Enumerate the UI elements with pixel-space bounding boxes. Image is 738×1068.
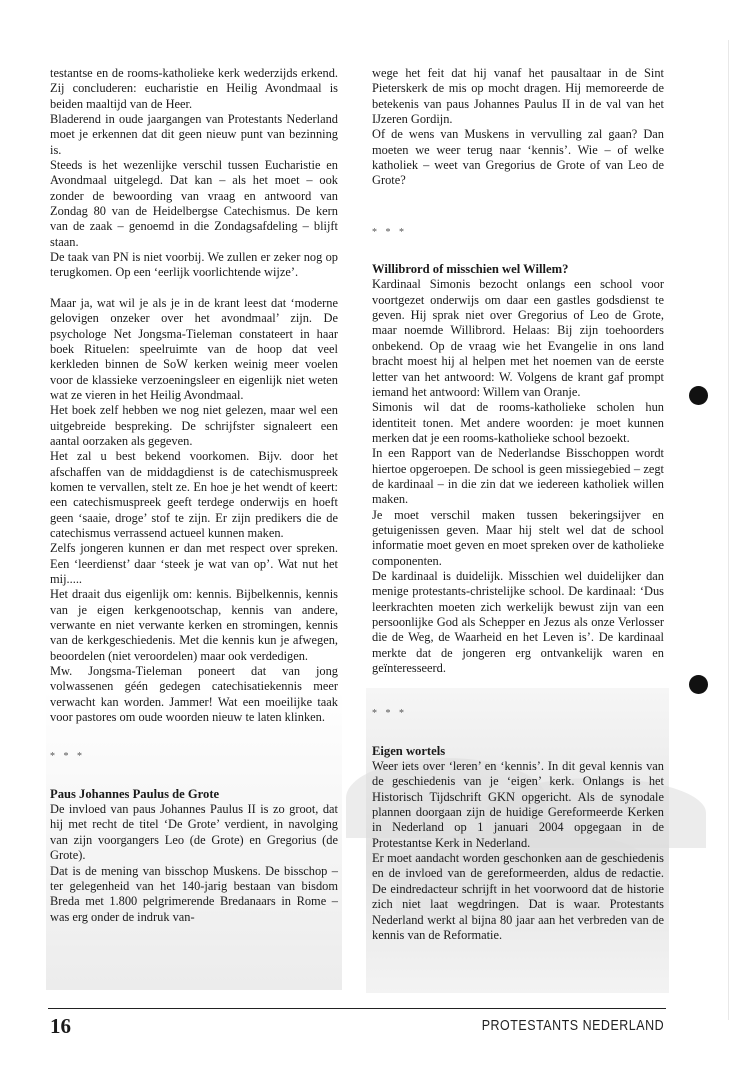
page-number: 16 [50,1014,71,1038]
section-divider: * * * [372,226,407,238]
section-divider: * * * [372,708,407,720]
paragraph: Mw. Jongsma-Tieleman poneert dat van jong volwassenen géén gedegen catechisatiekennis meer verwacht kan worden. Jammer! Wat een moeilijke taak voor pastores om oude woorden nieuw te laten klinken. [50,664,338,725]
section-divider: * * * [50,751,85,763]
paragraph: Steeds is het wezenlijke verschil tussen Eucharistie en Avondmaal uitgelegd. Dat kan – als het moet – ook zonder de bewoording van vraag en antwoord van Zondag 80 van de Heidelbergse Catechismus. De kern van de zaak – genoemd in die Zondagsafdeling – blijft staan. [50,158,338,249]
paragraph: Maar ja, wat wil je als je in de krant leest dat ‘moderne gelovigen onzeker over het avondmaal’ zijn. De psychologe Net Jongsma-Tieleman constateert in haar boek Rituelen: speelruimte van de hoop dat veel kerkleden binnen de SoW kerken weinig meer voelen voor de klassieke verzoeningsleer en eigenlijk niet weten wat ze vieren in het Heilig Avondmaal. [50,295,338,402]
paragraph: Of de wens van Muskens in vervulling zal gaan? Dan moeten we weer terug naar ‘kennis’. Wie – of welke katholiek – weet van Gregorius de Grote of van Leo de Grote? [372,127,664,188]
page-edge-line [728,40,729,1020]
paragraph: De invloed van paus Johannes Paulus II is zo groot, dat hij met recht de titel ‘De Grote’ verdient, in navolging van zijn voorgangers Leo (de Grote) en Gregorius (de Grote). [50,802,338,863]
right-column [372,66,664,943]
left-column [50,66,338,925]
paragraph: Het zal u best bekend voorkomen. Bijv. door het afschaffen van de middagdienst is de catechismuspreek komen te vervallen, stelt ze. En hoe je het wendt of keert: een catechismuspreek geeft terdege onderwijs en hoeft geen ‘saaie, droge’ stof te zijn. Er zijn predikers die de catechismus verrassend actueel kunnen maken. [50,449,338,540]
paragraph: Je moet verschil maken tussen bekeringsijver en getuigenissen geven. Maar hij stelt wel dat de school informatie moet geven en moet spreken over de katholieke componenten. [372,507,664,568]
paragraph: Dat is de mening van bisschop Muskens. De bisschop – ter gelegenheid van het 140-jarig bestaan van bisdom Breda met 1.800 pelgrimerende Bredanaars in Rome – was erg onder de indruk van- [50,863,338,924]
paragraph: Kardinaal Simonis bezocht onlangs een school voor voortgezet onderwijs om daar een gastles godsdienst te geven. Hij sprak niet over Gregorius of Leo de Grote, maar noemde Willibrord. Helaas: Bij zijn toehoorders onbekend. Op de vraag wie het Evangelie in ons land bracht moest hij al helpen met het noemen van de eerste letter van het antwoord: W. Volgens de krant gaf prompt iemand het antwoord: Willem van Oranje. [372,277,664,399]
paragraph: Zelfs jongeren kunnen er dan met respect over spreken. Een ‘leerdienst’ daar ‘steek je wat van op’. Wat nut het mij..... [50,541,338,586]
paragraph: Het draait dus eigenlijk om: kennis. Bijbelkennis, kennis van je eigen kerkgenootschap, kennis van andere, verwante en niet verwante kerken en stromingen, kennis van de kerkgeschiedenis. Met die kennis kun je afwegen, beoordelen (niet veroordelen) maar ook verdedigen. [50,587,338,663]
binder-hole [689,675,708,694]
paragraph: wege het feit dat hij vanaf het pausaltaar in de Sint Pieterskerk de mis op mocht dragen. Hij memoreerde de betekenis van paus Johannes Paulus II in de val van het IJzeren Gordijn. [372,66,664,127]
section-heading: Willibrord of misschien wel Willem? [372,262,569,277]
paragraph: De taak van PN is niet voorbij. We zullen er zeker nog op terugkomen. Op een ‘eerlijk voorlichtende wijze’. [50,250,338,280]
paragraph: Bladerend in oude jaargangen van Protestants Nederland moet je erkennen dat dit geen nieuw punt van bezinning is. [50,112,338,157]
paragraph: Het boek zelf hebben we nog niet gelezen, maar wel een uitgebreide bespreking. De schrijfster signaleert een aantal oorzaken als gegeven. [50,403,338,448]
footer-divider [48,1008,666,1009]
paragraph: Simonis wil dat de rooms-katholieke scholen hun identiteit tonen. Met andere woorden: je moet kunnen merken dat je een rooms-katholieke school bezoekt. [372,400,664,445]
binder-hole [689,386,708,405]
section-heading: Eigen wortels [372,743,446,758]
paragraph: testantse en de rooms-katholieke kerk wederzijds erkend. Zij concluderen: eucharistie en Heilig Avondmaal is beiden maaltijd van de Heer. [50,66,338,111]
paragraph: Er moet aandacht worden geschonken aan de geschiedenis en de invloed van de gereformeerden, aldus de redactie. De eindredacteur schrijft in het voorwoord dat de historie zich niet laat wegdringen. Dat is waar. Protestants Nederland werkt al bijna 80 jaar aan het verbreden van de kennis van de Reformatie. [372,851,664,942]
paragraph: In een Rapport van de Nederlandse Bisschoppen wordt hiertoe opgeroepen. De school is geen missiegebied – zegt de kardinaal – in die zin dat we iedereen katholiek willen maken. [372,446,664,507]
magazine-name: PROTESTANTS NEDERLAND [481,1018,664,1034]
section-heading: Paus Johannes Paulus de Grote [50,786,220,801]
paragraph: De kardinaal is duidelijk. Misschien wel duidelijker dan menige protestants-christelijke school. De kardinaal: ‘Dus leerkrachten moeten zich werkelijk bewust zijn van een persoonlijke God als Schepper en Jezus als onze Verlosser die de Weg, de Waarheid en het Leven is’. De kardinaal merkte dat de jongeren erg ontvankelijk waren en geïnteresseerd. [372,568,664,676]
paragraph: Weer iets over ‘leren’ en ‘kennis’. In dit geval kennis van de geschiedenis van je ‘eigen’ kerk. Onlangs is het Historisch Tijdschrift GKN opgericht. Als de synodale plannen doorgaan zijn de huidige Gereformeerde Kerken in Nederland op 1 januari 2004 opgegaan in de Protestantse Kerk in Nederland. [372,759,664,850]
